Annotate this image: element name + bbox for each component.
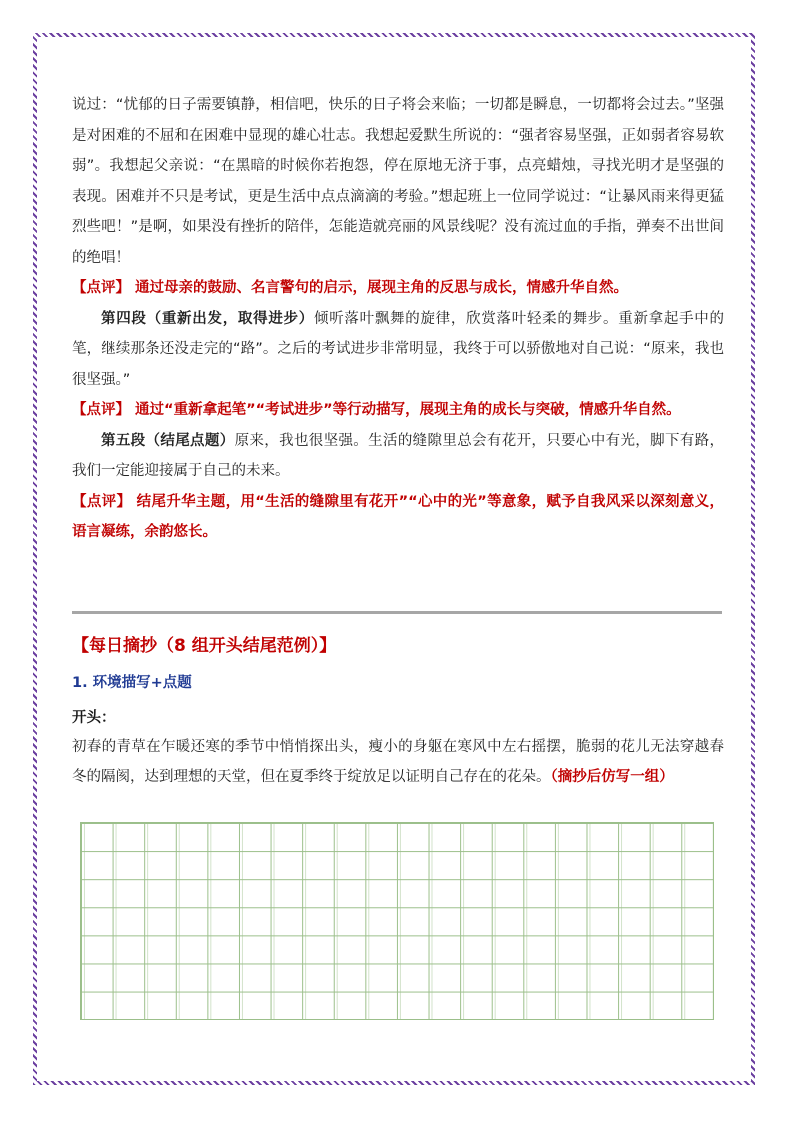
daily-excerpt-title: 【每日摘抄（8 组开头结尾范例）】 (72, 636, 337, 656)
writing-grid[interactable] (80, 822, 714, 1020)
opening-text (72, 732, 724, 792)
paragraph-5 (72, 426, 724, 487)
comment-4: 【点评】 通过“重新拿起笔”“考试进步”等行动描写，展现主角的成长与突破，情感升华自然。 (72, 402, 681, 418)
opening-label: 开头： (72, 710, 116, 726)
essay-content (72, 90, 724, 548)
opening-body: 初春的青草在乍暖还寒的季节中悄悄探出头，瘦小的身躯在寒风中左右摇摆，脆弱的花儿无法穿越春冬的隔阂，达到理想的天堂，但在夏季终于绽放足以证明自己存在的花朵。 (72, 739, 724, 785)
section-divider (72, 611, 722, 614)
comment-3: 【点评】 通过母亲的鼓励、名言警句的启示，展现主角的反思与成长，情感升华自然。 (72, 280, 629, 296)
comment-5: 【点评】 结尾升华主题，用“生活的缝隙里有花开”“心中的光”等意象，赋予自我风采以深刻意义，语言凝练，余韵悠长。 (72, 493, 724, 540)
excerpt-subtitle: 1. 环境描写+点题 (72, 675, 192, 691)
paragraph-4-heading: 第四段（重新出发，取得进步） (101, 310, 314, 327)
paragraph-5-text: 原来，我也很坚强。生活的缝隙里总会有花开，只要心中有光，脚下有路，我们一定能迎接属于自己的未来。 (72, 432, 725, 479)
paragraph-5-heading: 第五段（结尾点题） (101, 432, 235, 449)
paragraph-4 (72, 304, 724, 396)
paragraph-continued: 说过：“忧郁的日子需要镇静，相信吧，快乐的日子将会来临；一切都是瞬息，一切都将会过去。”坚强是对困难的不屈和在困难中显现的雄心壮志。我想起爱默生所说的：“强者容易坚强，正如弱者容易软弱”。我想起父亲说：“在黑暗的时候你若抱怨，停在原地无济于事，点亮蜡烛，寻找光明才是坚强的表现。困难并不只是考试，更是生活中点点滴滴的考验。”想起班上一位同学说过：“让暴风雨来得更猛烈些吧！”是啊，如果没有挫折的陪伴，怎能造就亮丽的风景线呢？没有流过血的手指，弹奏不出世间的绝唱！ (72, 97, 724, 266)
paragraph-4-text: 倾听落叶飘舞的旋律，欣赏落叶轻柔的舞步。重新拿起手中的笔，继续那条还没走完的“路”。之后的考试进步非常明显，我终于可以骄傲地对自己说：“原来，我也很坚强。” (72, 310, 725, 388)
copy-hint: （摘抄后仿写一组） (550, 769, 674, 785)
